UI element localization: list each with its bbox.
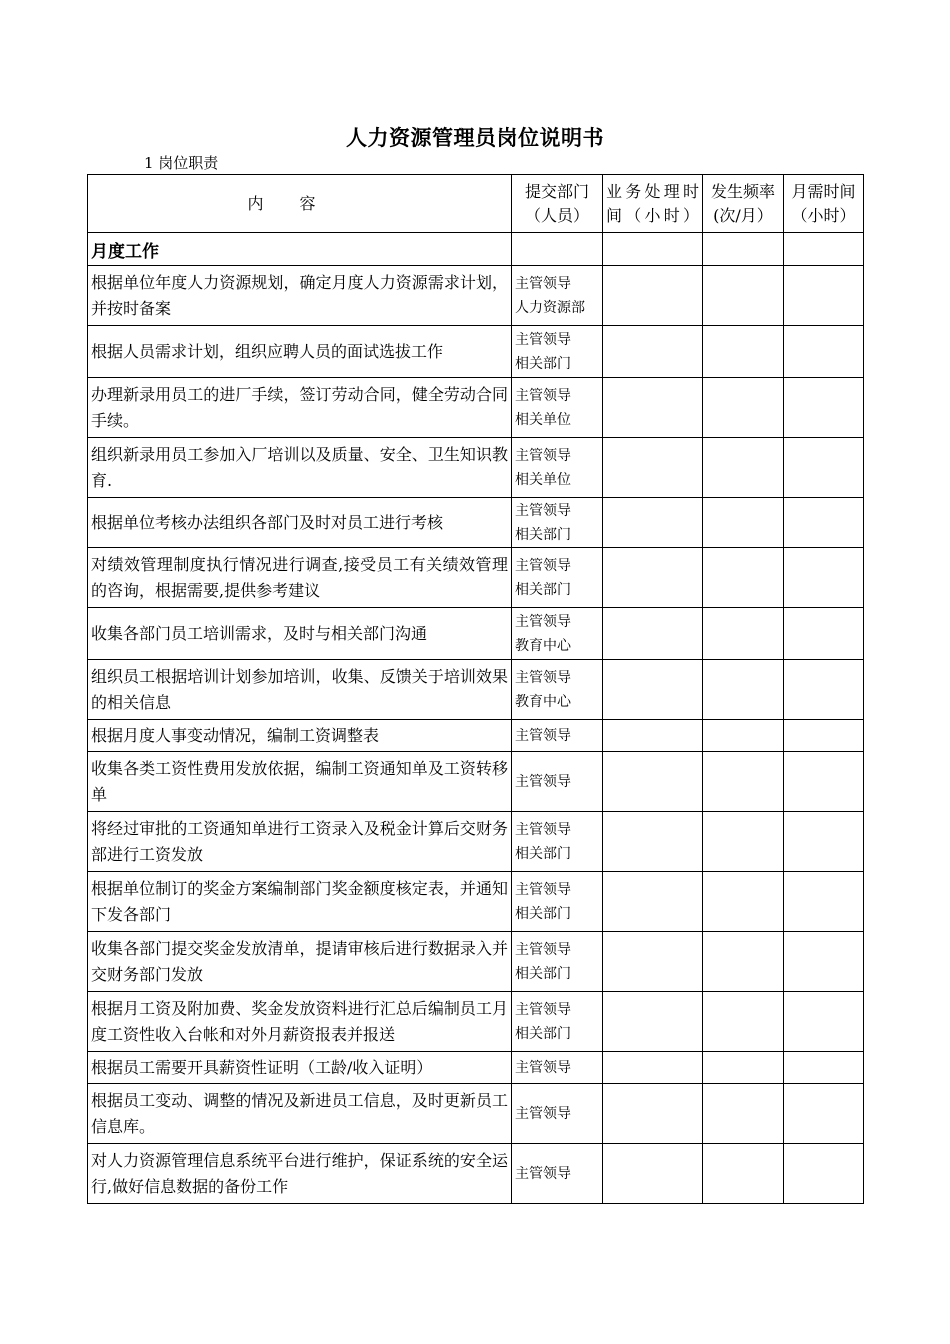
- submit-dept: [512, 1052, 603, 1084]
- submit-dept: [512, 720, 603, 752]
- duty-content: 对绩效管理制度执行情况进行调查,接受员工有关绩效管理的咨询，根据需要,提供参考建议: [88, 548, 512, 608]
- table-row: [88, 660, 864, 720]
- empty-cell: [784, 378, 864, 438]
- submit-dept-line: 主管领导: [515, 1001, 571, 1018]
- empty-cell: [703, 992, 784, 1052]
- empty-cell: [784, 872, 864, 932]
- empty-cell: [703, 932, 784, 992]
- submit-dept-line: 教育中心: [515, 637, 571, 654]
- empty-cell: [784, 438, 864, 498]
- header-freq-line1: 发生频率: [710, 181, 775, 201]
- submit-dept: [512, 1084, 603, 1144]
- empty-cell: [603, 932, 703, 992]
- duty-content: 收集各部门提交奖金发放清单，提请审核后进行数据录入并交财务部门发放: [88, 932, 512, 992]
- empty-cell: [703, 608, 784, 660]
- submit-dept-line: 主管领导: [515, 773, 571, 790]
- submit-dept-line: 主管领导: [515, 727, 571, 744]
- duty-content: 组织新录用员工参加入厂培训以及质量、安全、卫生知识教育.: [88, 438, 512, 498]
- submit-dept-line: 主管领导: [515, 1059, 571, 1076]
- table-row: [88, 752, 864, 812]
- submit-dept: [512, 660, 603, 720]
- empty-cell: [784, 812, 864, 872]
- table-row: [88, 498, 864, 548]
- submit-dept-line: 主管领导: [515, 1105, 571, 1122]
- group-title: 月度工作: [88, 233, 512, 266]
- duty-content: 对人力资源管理信息系统平台进行维护，保证系统的安全运行,做好信息数据的备份工作: [88, 1144, 512, 1204]
- submit-dept: [512, 378, 603, 438]
- submit-dept-line: 相关单位: [515, 411, 571, 428]
- submit-dept-line: 教育中心: [515, 693, 571, 710]
- header-dept-line1: 提交部门: [524, 181, 589, 201]
- empty-cell: [703, 438, 784, 498]
- group-row: [88, 233, 864, 266]
- header-time-line2: 间（小时）: [606, 205, 699, 225]
- section-heading: 1 岗位职责: [144, 154, 219, 172]
- table-row: [88, 608, 864, 660]
- empty-cell: [703, 812, 784, 872]
- document-title: 人力资源管理员岗位说明书: [346, 125, 604, 150]
- submit-dept-line: 主管领导: [515, 941, 571, 958]
- header-time-line1: 业务处理时: [606, 181, 699, 201]
- empty-cell: [784, 752, 864, 812]
- empty-cell: [703, 1144, 784, 1204]
- duty-content: 收集各部门员工培训需求，及时与相关部门沟通: [88, 608, 512, 660]
- table-row: [88, 548, 864, 608]
- submit-dept-line: 主管领导: [515, 557, 571, 574]
- submit-dept-line: 主管领导: [515, 387, 571, 404]
- empty-cell: [603, 812, 703, 872]
- duty-content: 收集各类工资性费用发放依据，编制工资通知单及工资转移单: [88, 752, 512, 812]
- empty-cell: [603, 660, 703, 720]
- duty-content: 根据人员需求计划，组织应聘人员的面试选拔工作: [88, 326, 512, 378]
- submit-dept-line: 主管领导: [515, 1165, 571, 1182]
- table-row: [88, 932, 864, 992]
- duty-content: 根据员工变动、调整的情况及新进员工信息，及时更新员工信息库。: [88, 1084, 512, 1144]
- empty-cell: [603, 378, 703, 438]
- submit-dept: [512, 608, 603, 660]
- empty-cell: [784, 1084, 864, 1144]
- submit-dept-line: 主管领导: [515, 821, 571, 838]
- empty-cell: [784, 266, 864, 326]
- empty-cell: [784, 233, 864, 266]
- duty-content: 根据月度人事变动情况，编制工资调整表: [88, 720, 512, 752]
- submit-dept-line: 相关部门: [515, 845, 571, 862]
- header-time: [603, 175, 703, 233]
- table-row: [88, 378, 864, 438]
- table-row: [88, 266, 864, 326]
- submit-dept-line: 主管领导: [515, 275, 571, 292]
- submit-dept-line: 主管领导: [515, 447, 571, 464]
- empty-cell: [703, 233, 784, 266]
- duty-content: 根据月工资及附加费、奖金发放资料进行汇总后编制员工月度工资性收入台帐和对外月薪资报表并报送: [88, 992, 512, 1052]
- duty-content: 根据单位年度人力资源规划，确定月度人力资源需求计划，并按时备案: [88, 266, 512, 326]
- duty-content: 根据单位制订的奖金方案编制部门奖金额度核定表，并通知下发各部门: [88, 872, 512, 932]
- submit-dept-line: 主管领导: [515, 502, 571, 519]
- duty-content: 组织员工根据培训计划参加培训，收集、反馈关于培训效果的相关信息: [88, 660, 512, 720]
- submit-dept: [512, 812, 603, 872]
- duty-content: 将经过审批的工资通知单进行工资录入及税金计算后交财务部进行工资发放: [88, 812, 512, 872]
- submit-dept: [512, 1144, 603, 1204]
- empty-cell: [603, 1084, 703, 1144]
- submit-dept: [512, 326, 603, 378]
- empty-cell: [703, 266, 784, 326]
- empty-cell: [784, 932, 864, 992]
- table-row: [88, 720, 864, 752]
- header-freq: [703, 175, 784, 233]
- empty-cell: [703, 1084, 784, 1144]
- empty-cell: [603, 438, 703, 498]
- submit-dept-line: 相关部门: [515, 355, 571, 372]
- empty-cell: [603, 233, 703, 266]
- empty-cell: [603, 498, 703, 548]
- empty-cell: [703, 498, 784, 548]
- header-dept: [512, 175, 603, 233]
- submit-dept: [512, 266, 603, 326]
- empty-cell: [703, 1052, 784, 1084]
- empty-cell: [784, 660, 864, 720]
- submit-dept-line: 主管领导: [515, 331, 571, 348]
- table-row: [88, 326, 864, 378]
- submit-dept: [512, 752, 603, 812]
- submit-dept-line: 人力资源部: [515, 299, 585, 316]
- table-row: [88, 1084, 864, 1144]
- empty-cell: [603, 326, 703, 378]
- submit-dept-line: 相关部门: [515, 581, 571, 598]
- empty-cell: [784, 1052, 864, 1084]
- empty-cell: [603, 266, 703, 326]
- duty-content: 根据员工需要开具薪资性证明（工龄/收入证明）: [88, 1052, 512, 1084]
- duty-content: 根据单位考核办法组织各部门及时对员工进行考核: [88, 498, 512, 548]
- header-row: [88, 175, 864, 233]
- header-monthly-line2: （小时）: [791, 205, 856, 225]
- empty-cell: [703, 660, 784, 720]
- submit-dept-line: 主管领导: [515, 881, 571, 898]
- submit-dept: [512, 498, 603, 548]
- empty-cell: [603, 872, 703, 932]
- empty-cell: [603, 1144, 703, 1204]
- empty-cell: [603, 752, 703, 812]
- submit-dept-line: 相关单位: [515, 471, 571, 488]
- empty-cell: [703, 378, 784, 438]
- table-row: [88, 1144, 864, 1204]
- empty-cell: [784, 498, 864, 548]
- empty-cell: [784, 1144, 864, 1204]
- empty-cell: [603, 548, 703, 608]
- submit-dept: [512, 548, 603, 608]
- duty-table: [87, 174, 864, 1204]
- submit-dept: [512, 438, 603, 498]
- empty-cell: [703, 752, 784, 812]
- empty-cell: [703, 872, 784, 932]
- submit-dept: [512, 872, 603, 932]
- empty-cell: [784, 326, 864, 378]
- header-freq-line2: (次/月）: [713, 205, 773, 225]
- empty-cell: [784, 720, 864, 752]
- submit-dept: [512, 992, 603, 1052]
- table-row: [88, 1052, 864, 1084]
- submit-dept-line: 主管领导: [515, 669, 571, 686]
- submit-dept: [512, 932, 603, 992]
- empty-cell: [784, 992, 864, 1052]
- header-monthly-line1: 月需时间: [791, 181, 856, 201]
- table-row: [88, 992, 864, 1052]
- submit-dept-line: 相关部门: [515, 965, 571, 982]
- empty-cell: [603, 720, 703, 752]
- header-dept-line2: （人员）: [524, 205, 589, 225]
- submit-dept-line: 主管领导: [515, 613, 571, 630]
- header-content: 内容: [88, 175, 512, 233]
- empty-cell: [784, 548, 864, 608]
- submit-dept-line: 相关部门: [515, 526, 571, 543]
- empty-cell: [603, 992, 703, 1052]
- table-row: [88, 438, 864, 498]
- empty-cell: [784, 608, 864, 660]
- duty-content: 办理新录用员工的进厂手续，签订劳动合同，健全劳动合同手续。: [88, 378, 512, 438]
- header-monthly: [784, 175, 864, 233]
- empty-cell: [703, 326, 784, 378]
- empty-cell: [603, 608, 703, 660]
- table-row: [88, 872, 864, 932]
- submit-dept-line: 相关部门: [515, 1025, 571, 1042]
- empty-cell: [703, 548, 784, 608]
- empty-cell: [603, 1052, 703, 1084]
- submit-dept-line: 相关部门: [515, 905, 571, 922]
- empty-cell: [703, 720, 784, 752]
- table-row: [88, 812, 864, 872]
- empty-cell: [512, 233, 603, 266]
